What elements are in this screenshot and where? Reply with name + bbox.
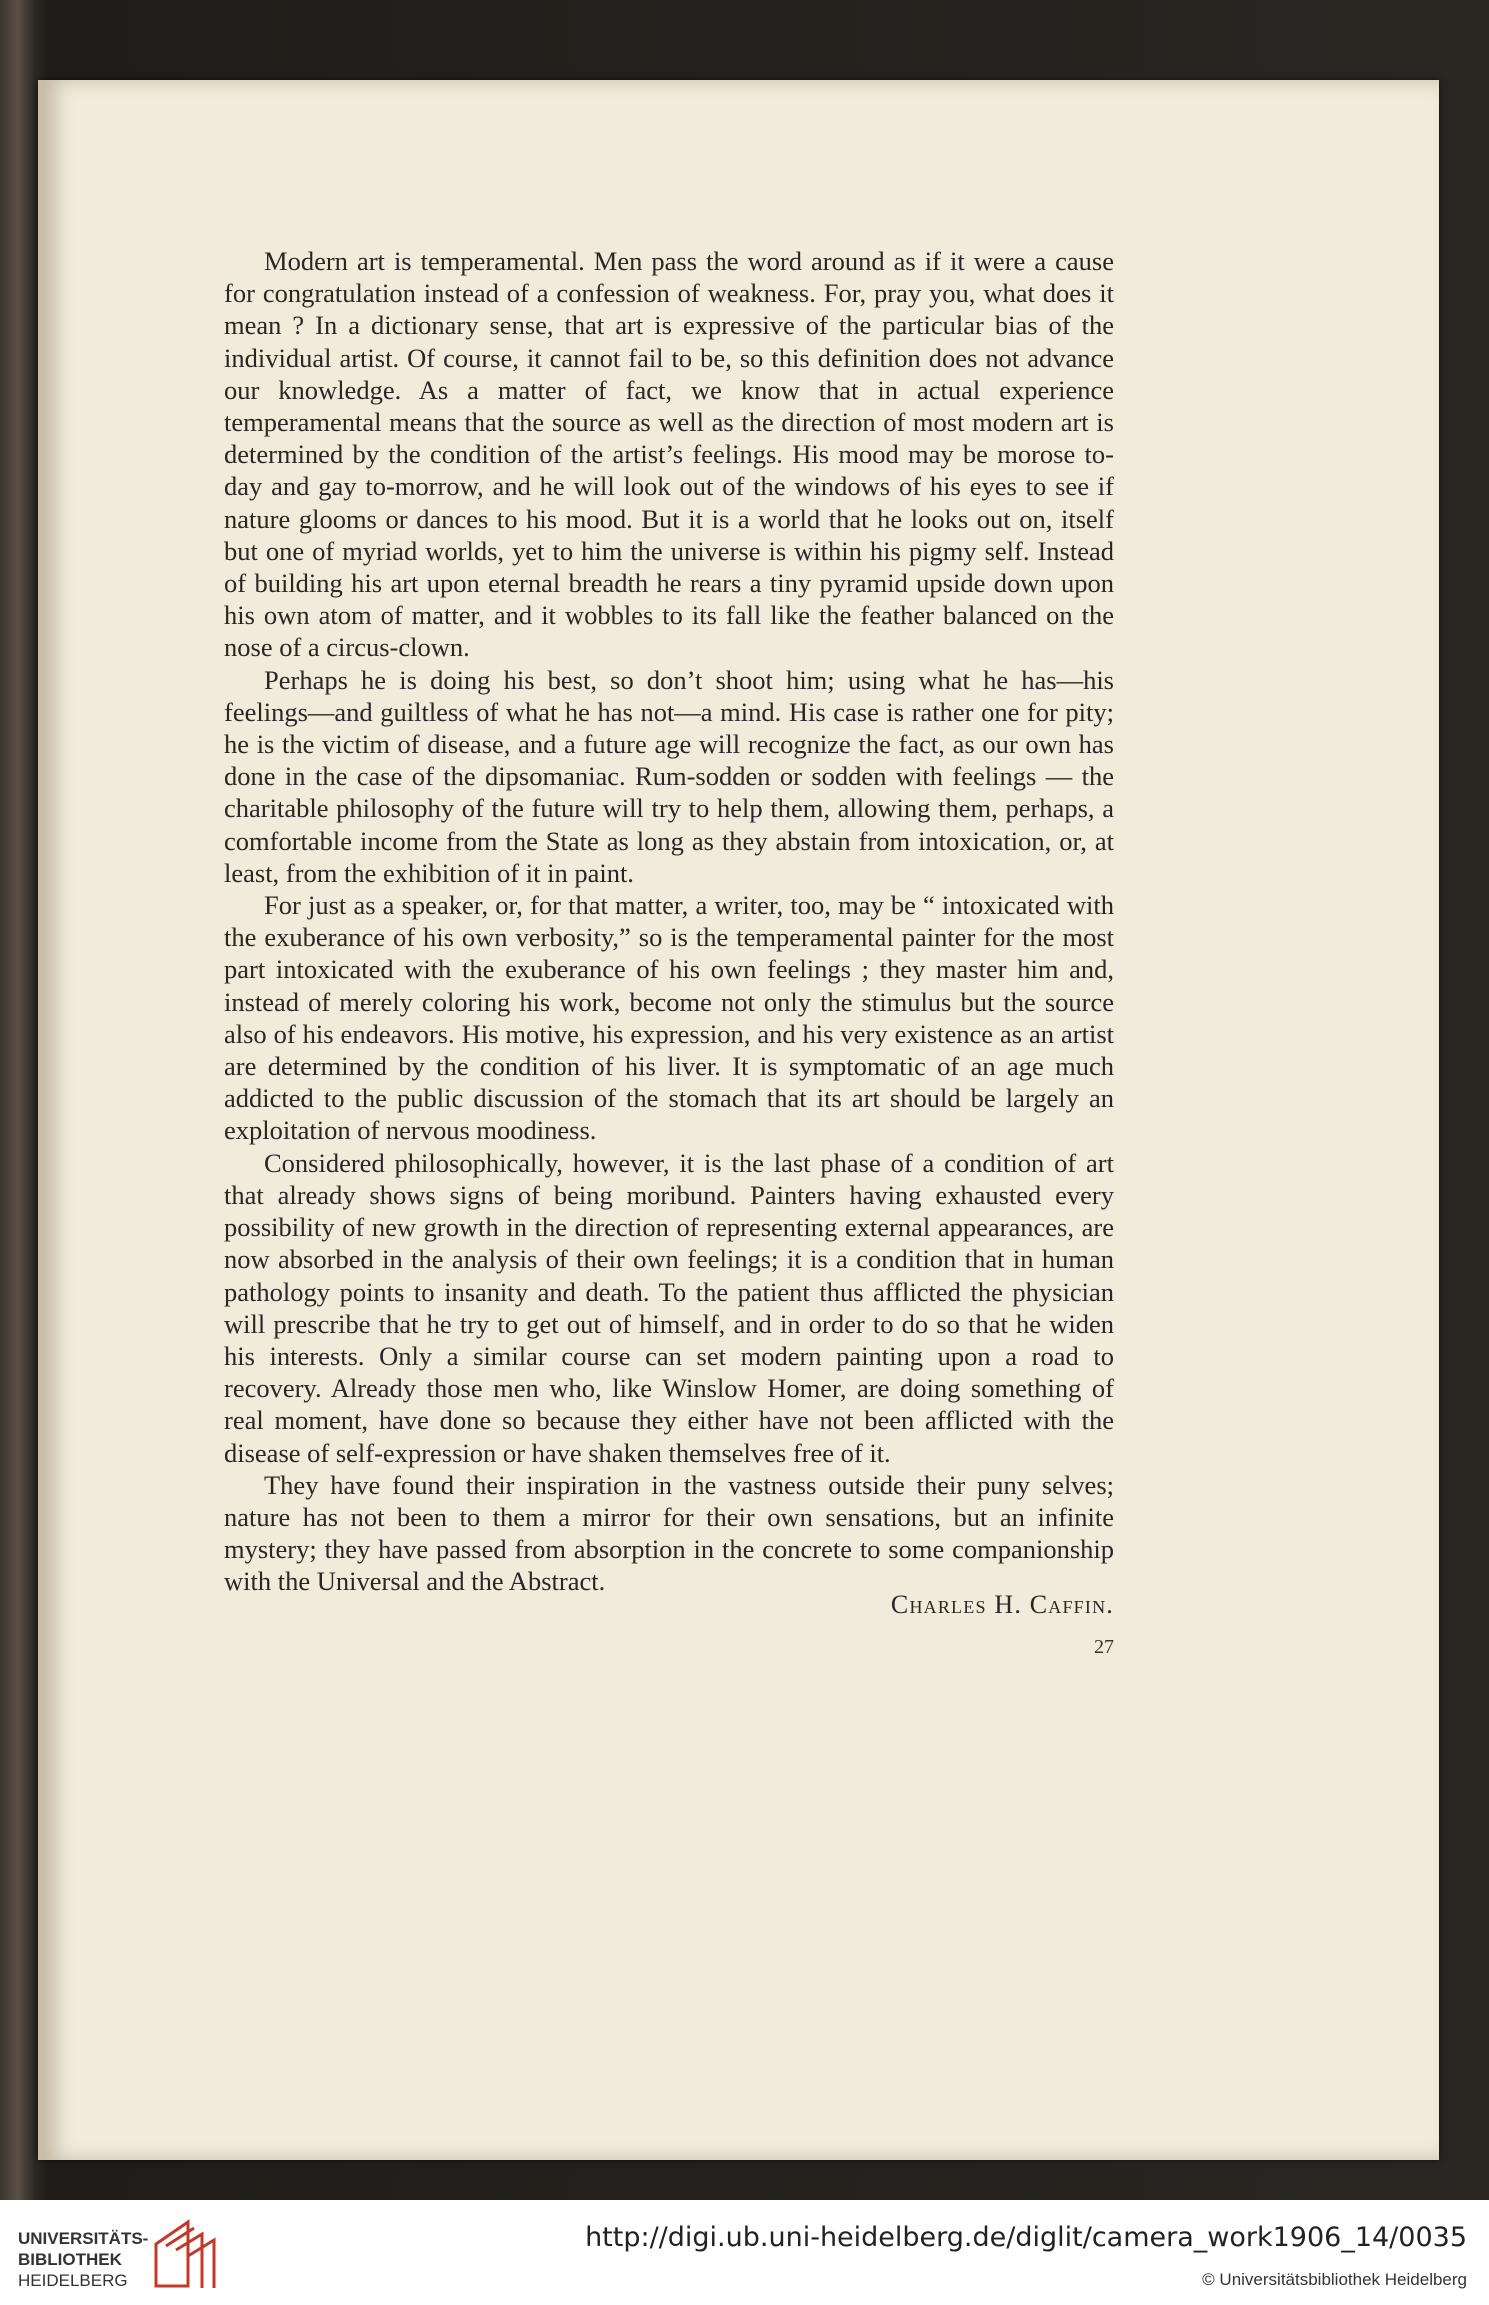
logo-line-2: BIBLIOTHEK — [18, 2250, 122, 2269]
article-body — [224, 245, 1114, 1598]
logo-line-3: HEIDELBERG — [18, 2271, 128, 2290]
author-signature: Charles H. Caffin. — [890, 1590, 1114, 1619]
viewer-footer — [0, 2200, 1489, 2305]
paragraph-5: They have found their inspiration in the vastness outside their puny selves; nature has not been to them a mirror for their own sensations, but an infinite mystery; they have passed from absorption in the concrete to some companionship with the Universal and the Abstract. — [224, 1469, 1114, 1597]
paragraph-3: For just as a speaker, or, for that matter, a writer, too, may be “ intoxicated with the exuberance of his own verbosity,” so is the temperamental painter for the most part intoxicated with the exuberance of his own feelings ; they master him and, instead of merely coloring his work, become not only the stimulus but the source also of his endeavors. His motive, his expression, and his very existence as an artist are determined by the condition of his liver. It is symptomatic of an age much addicted to the public discussion of the stomach that its art should be largely an exploitation of nervous moodiness. — [224, 890, 1114, 1146]
ub-heidelberg-logo-icon[interactable] — [150, 2216, 220, 2292]
permalink-url[interactable]: http://digi.ub.uni-heidelberg.de/diglit/camera_work1906_14/0035 — [585, 2222, 1467, 2253]
paragraph-2: Perhaps he is doing his best, so don’t shoot him; using what he has—his feelings—and guiltless of what he has not—a mind. His case is rather one for pity; he is the victim of disease, and a future age will recognize the fact, as our own has done in the case of the dipsomaniac. Rum-sodden or sodden with feelings — the charitable philosophy of the future will try to help them, allowing them, perhaps, a comfortable income from the State as long as they abstain from intoxication, or, at least, from the exhibition of it in paint. — [224, 664, 1114, 888]
book-page — [38, 80, 1439, 2160]
paragraph-1: Modern art is temperamental. Men pass the word around as if it were a cause for congratulation instead of a confession of weakness. For, pray you, what does it mean ? In a dictionary sense, that art is expressive of the particular bias of the individual artist. Of course, it cannot fail to be, so this definition does not advance our knowledge. As a matter of fact, we know that in actual experience temperamental means that the source as well as the direction of most modern art is determined by the condition of the artist’s feelings. His mood may be morose to-day and gay to-morrow, and he will look out of the windows of his eyes to see if nature glooms or dances to his mood. But it is a world that he looks out on, itself but one of myriad worlds, yet to him the universe is within his pigmy self. Instead of building his art upon eternal breadth he rears a tiny pyramid upside down upon his own atom of matter, and it wobbles to its fall like the feather balanced on the nose of a circus-clown. — [224, 246, 1114, 663]
page-number: 27 — [1094, 1636, 1114, 1658]
copyright-notice: © Universitätsbibliothek Heidelberg — [1202, 2270, 1467, 2289]
library-logo-text[interactable] — [18, 2228, 158, 2291]
paragraph-4: Considered philosophically, however, it is the last phase of a condition of art that already shows signs of being moribund. Painters having exhausted every possibility of new growth in the direction of representing external appearances, are now absorbed in the analysis of their own feelings; it is a condition that in human pathology points to insanity and death. To the patient thus afflicted the physician will prescribe that he try to get out of himself, and in order to do so that he widen his interests. Only a similar course can set modern painting upon a road to recovery. Already those men who, like Winslow Homer, are doing something of real moment, have done so because they either have not been afflicted with the disease of self-expression or have shaken themselves free of it. — [224, 1147, 1114, 1468]
logo-line-1: UNIVERSITÄTS- — [18, 2229, 149, 2248]
